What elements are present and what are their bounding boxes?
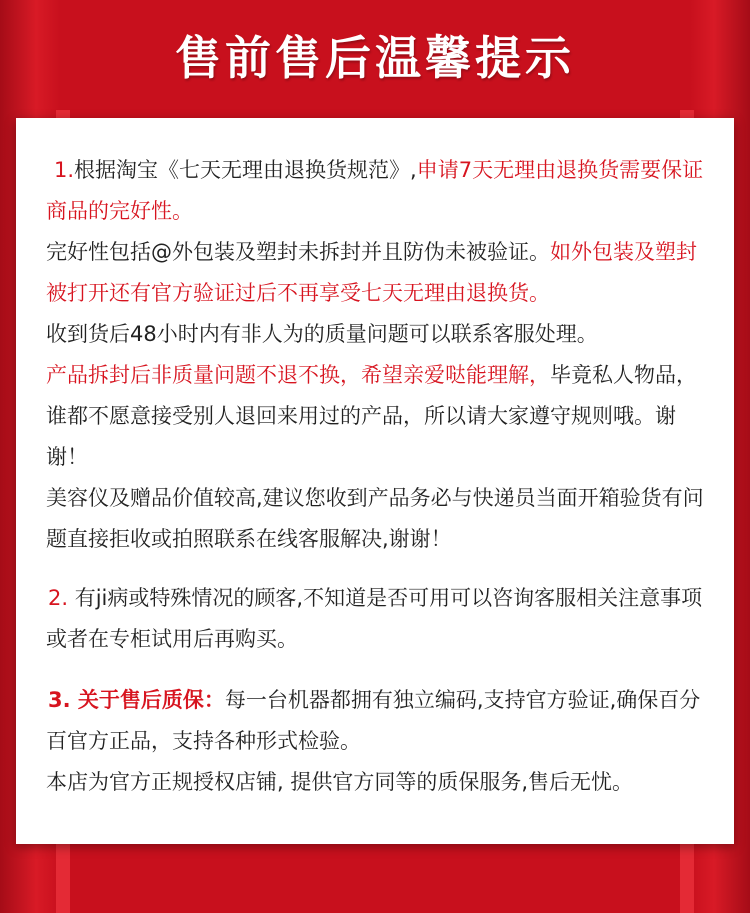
section-1-requirement: 申请7天无理由退换货需要保证商品的完好性。 bbox=[46, 158, 704, 223]
integrity-definition: 完好性包括@外包装及塑封未拆封并且防伪未被验证。 bbox=[46, 240, 550, 264]
notice-card bbox=[16, 118, 734, 844]
section-2 bbox=[46, 578, 712, 660]
spacer bbox=[46, 660, 712, 680]
section-1-integrity bbox=[46, 232, 712, 314]
integrity-warning: 如外包装及塑封被打开还有官方验证过后不再享受七天无理由退换货。 bbox=[46, 240, 697, 305]
section-1-value-note: 美容仪及赠品价值较高,建议您收到产品务必与快递员当面开箱验货有问题直接拒收或拍照联系在线客服解决,谢谢！ bbox=[46, 486, 704, 551]
section-1-unseal bbox=[46, 355, 712, 478]
section-2-text: 有ji病或特殊情况的顾客,不知道是否可用可以咨询客服相关注意事项或者在专柜试用后再购买。 bbox=[46, 586, 703, 651]
spacer bbox=[46, 560, 712, 578]
section-1-48h: 收到货后48小时内有非人为的质量问题可以联系客服处理。 bbox=[46, 322, 598, 346]
section-1-text: 根据淘宝《七天无理由退换货规范》, bbox=[74, 158, 417, 182]
unseal-policy: 产品拆封后非质量问题不退不换，希望亲爱哒能理解， bbox=[46, 363, 550, 387]
page-title: 售前售后温馨提示 bbox=[175, 31, 575, 85]
section-3-store-note: 本店为官方正规授权店铺, 提供官方同等的质保服务,售后无忧。 bbox=[46, 770, 634, 794]
unseal-explanation: 毕竟私人物品，谁都不愿意接受别人退回来用过的产品，所以请大家遵守规则哦。谢谢！ bbox=[46, 363, 697, 469]
section-2-number: 2. bbox=[48, 586, 69, 610]
section-3-label: 3. 关于售后质保： bbox=[48, 688, 225, 712]
section-1-number: 1. bbox=[54, 158, 75, 182]
section-1-intro bbox=[46, 150, 712, 232]
section-3 bbox=[46, 680, 712, 762]
section-3-text: 每一台机器都拥有独立编码,支持官方验证,确保百分百官方正品，支持各种形式检验。 bbox=[46, 688, 701, 753]
